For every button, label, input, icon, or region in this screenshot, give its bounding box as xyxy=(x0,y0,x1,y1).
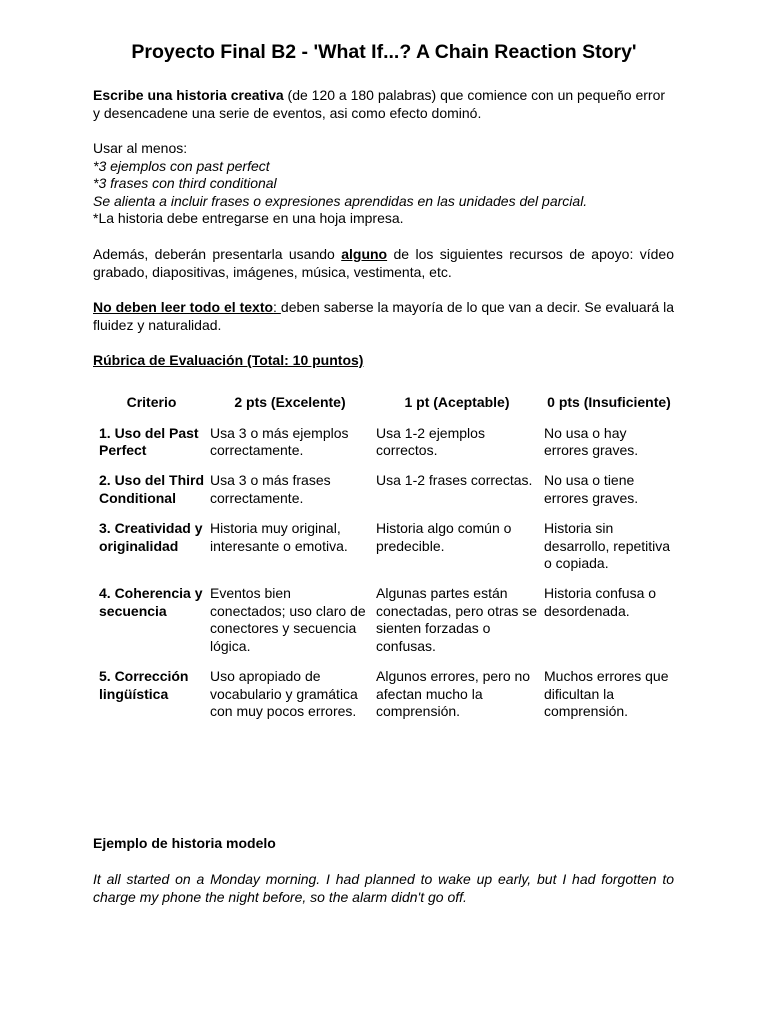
table-cell: Eventos bien conectados; uso claro de conectores y secuencia lógica. xyxy=(210,585,366,655)
rubric-heading: Rúbrica de Evaluación (Total: 10 puntos) xyxy=(93,352,364,368)
rubric-table xyxy=(93,390,674,733)
table-row xyxy=(93,668,674,733)
page-title: Proyecto Final B2 - 'What If...? A Chain Reaction Story' xyxy=(131,41,637,63)
table-cell: Usa 3 o más ejemplos correctamente. xyxy=(210,424,349,459)
table-cell: Historia sin desarrollo, repetitiva o copiada. xyxy=(544,519,671,572)
column-header: Criterio xyxy=(126,394,177,410)
requirements-note: *La historia debe entregarse en una hoja impresa. xyxy=(93,210,404,227)
criterion-cell: 2. Uso del Third Conditional xyxy=(99,472,205,506)
criterion-cell: 3. Creatividad y originalidad xyxy=(99,519,203,554)
criterion-cell: 5. Corrección lingüística xyxy=(99,668,189,702)
resources-before: Además, deberán presentarla usando xyxy=(93,246,342,262)
column-header: 2 pts (Excelente) xyxy=(234,394,346,410)
table-cell: Uso apropiado de vocabulario y gramática con muy pocos errores. xyxy=(210,668,358,720)
reading-bold: No deben leer todo el texto xyxy=(93,299,274,315)
criterion-cell: 4. Coherencia y secuencia xyxy=(99,585,203,619)
requirements-block xyxy=(93,140,674,228)
table-cell: Usa 3 o más frases correctamente. xyxy=(210,472,331,506)
reading-colon: : xyxy=(273,299,281,315)
resources-keyword: alguno xyxy=(341,246,388,262)
intro-paragraph xyxy=(93,87,674,122)
intro-line2: y desencadene una serie de eventos, asi como efecto dominó. xyxy=(93,104,482,121)
column-header: 1 pt (Aceptable) xyxy=(404,394,510,410)
table-cell: Algunas partes están conectadas, pero otras se sienten forzadas o confusas. xyxy=(376,585,538,655)
table-cell: Historia muy original, interesante o emotiva. xyxy=(210,519,348,554)
intro-rest: (de 120 a 180 palabras) que comience con un pequeño error xyxy=(283,87,666,103)
requirement-item: Se alienta a incluir frases o expresiones aprendidas en las unidades del parcial. xyxy=(93,192,588,209)
example-story: It all started on a Monday morning. I had planned to wake up early, but I had forgotten to charge my phone the night before, so the alarm didn't go off. xyxy=(93,871,674,905)
resources-after: de los siguientes recursos de apoyo: vídeo grabado, diapositivas, imágenes, música, vestimenta, etc. xyxy=(93,246,674,280)
table-cell: No usa o tiene errores graves. xyxy=(544,472,639,506)
table-cell: Usa 1-2 ejemplos correctos. xyxy=(376,424,485,459)
table-row xyxy=(93,472,674,520)
table-cell: Muchos errores que dificultan la comprensión. xyxy=(544,668,669,720)
table-cell: Historia algo común o predecible. xyxy=(376,519,512,554)
table-row xyxy=(93,520,674,585)
table-row xyxy=(93,425,674,473)
requirement-item: *3 frases con third conditional xyxy=(93,175,277,192)
reading-rest: deben saberse la mayoría de lo que van a decir. Se evaluará la fluidez y naturalidad. xyxy=(93,299,674,333)
requirement-item: *3 ejemplos con past perfect xyxy=(93,157,270,174)
table-cell: Algunos errores, pero no afectan mucho la comprensión. xyxy=(376,668,531,720)
table-row xyxy=(93,585,674,668)
resources-paragraph xyxy=(93,246,674,281)
table-cell: Historia confusa o desordenada. xyxy=(544,585,657,619)
rubric-header-row xyxy=(93,390,674,425)
criterion-cell: 1. Uso del Past Perfect xyxy=(99,424,199,459)
intro-bold: Escribe una historia creativa xyxy=(93,87,284,103)
requirements-heading: Usar al menos: xyxy=(93,140,188,156)
example-heading: Ejemplo de historia modelo xyxy=(93,835,276,851)
table-cell: No usa o hay errores graves. xyxy=(544,424,639,459)
reading-paragraph xyxy=(93,299,674,334)
column-header: 0 pts (Insuficiente) xyxy=(547,394,671,410)
table-cell: Usa 1-2 frases correctas. xyxy=(376,472,533,489)
